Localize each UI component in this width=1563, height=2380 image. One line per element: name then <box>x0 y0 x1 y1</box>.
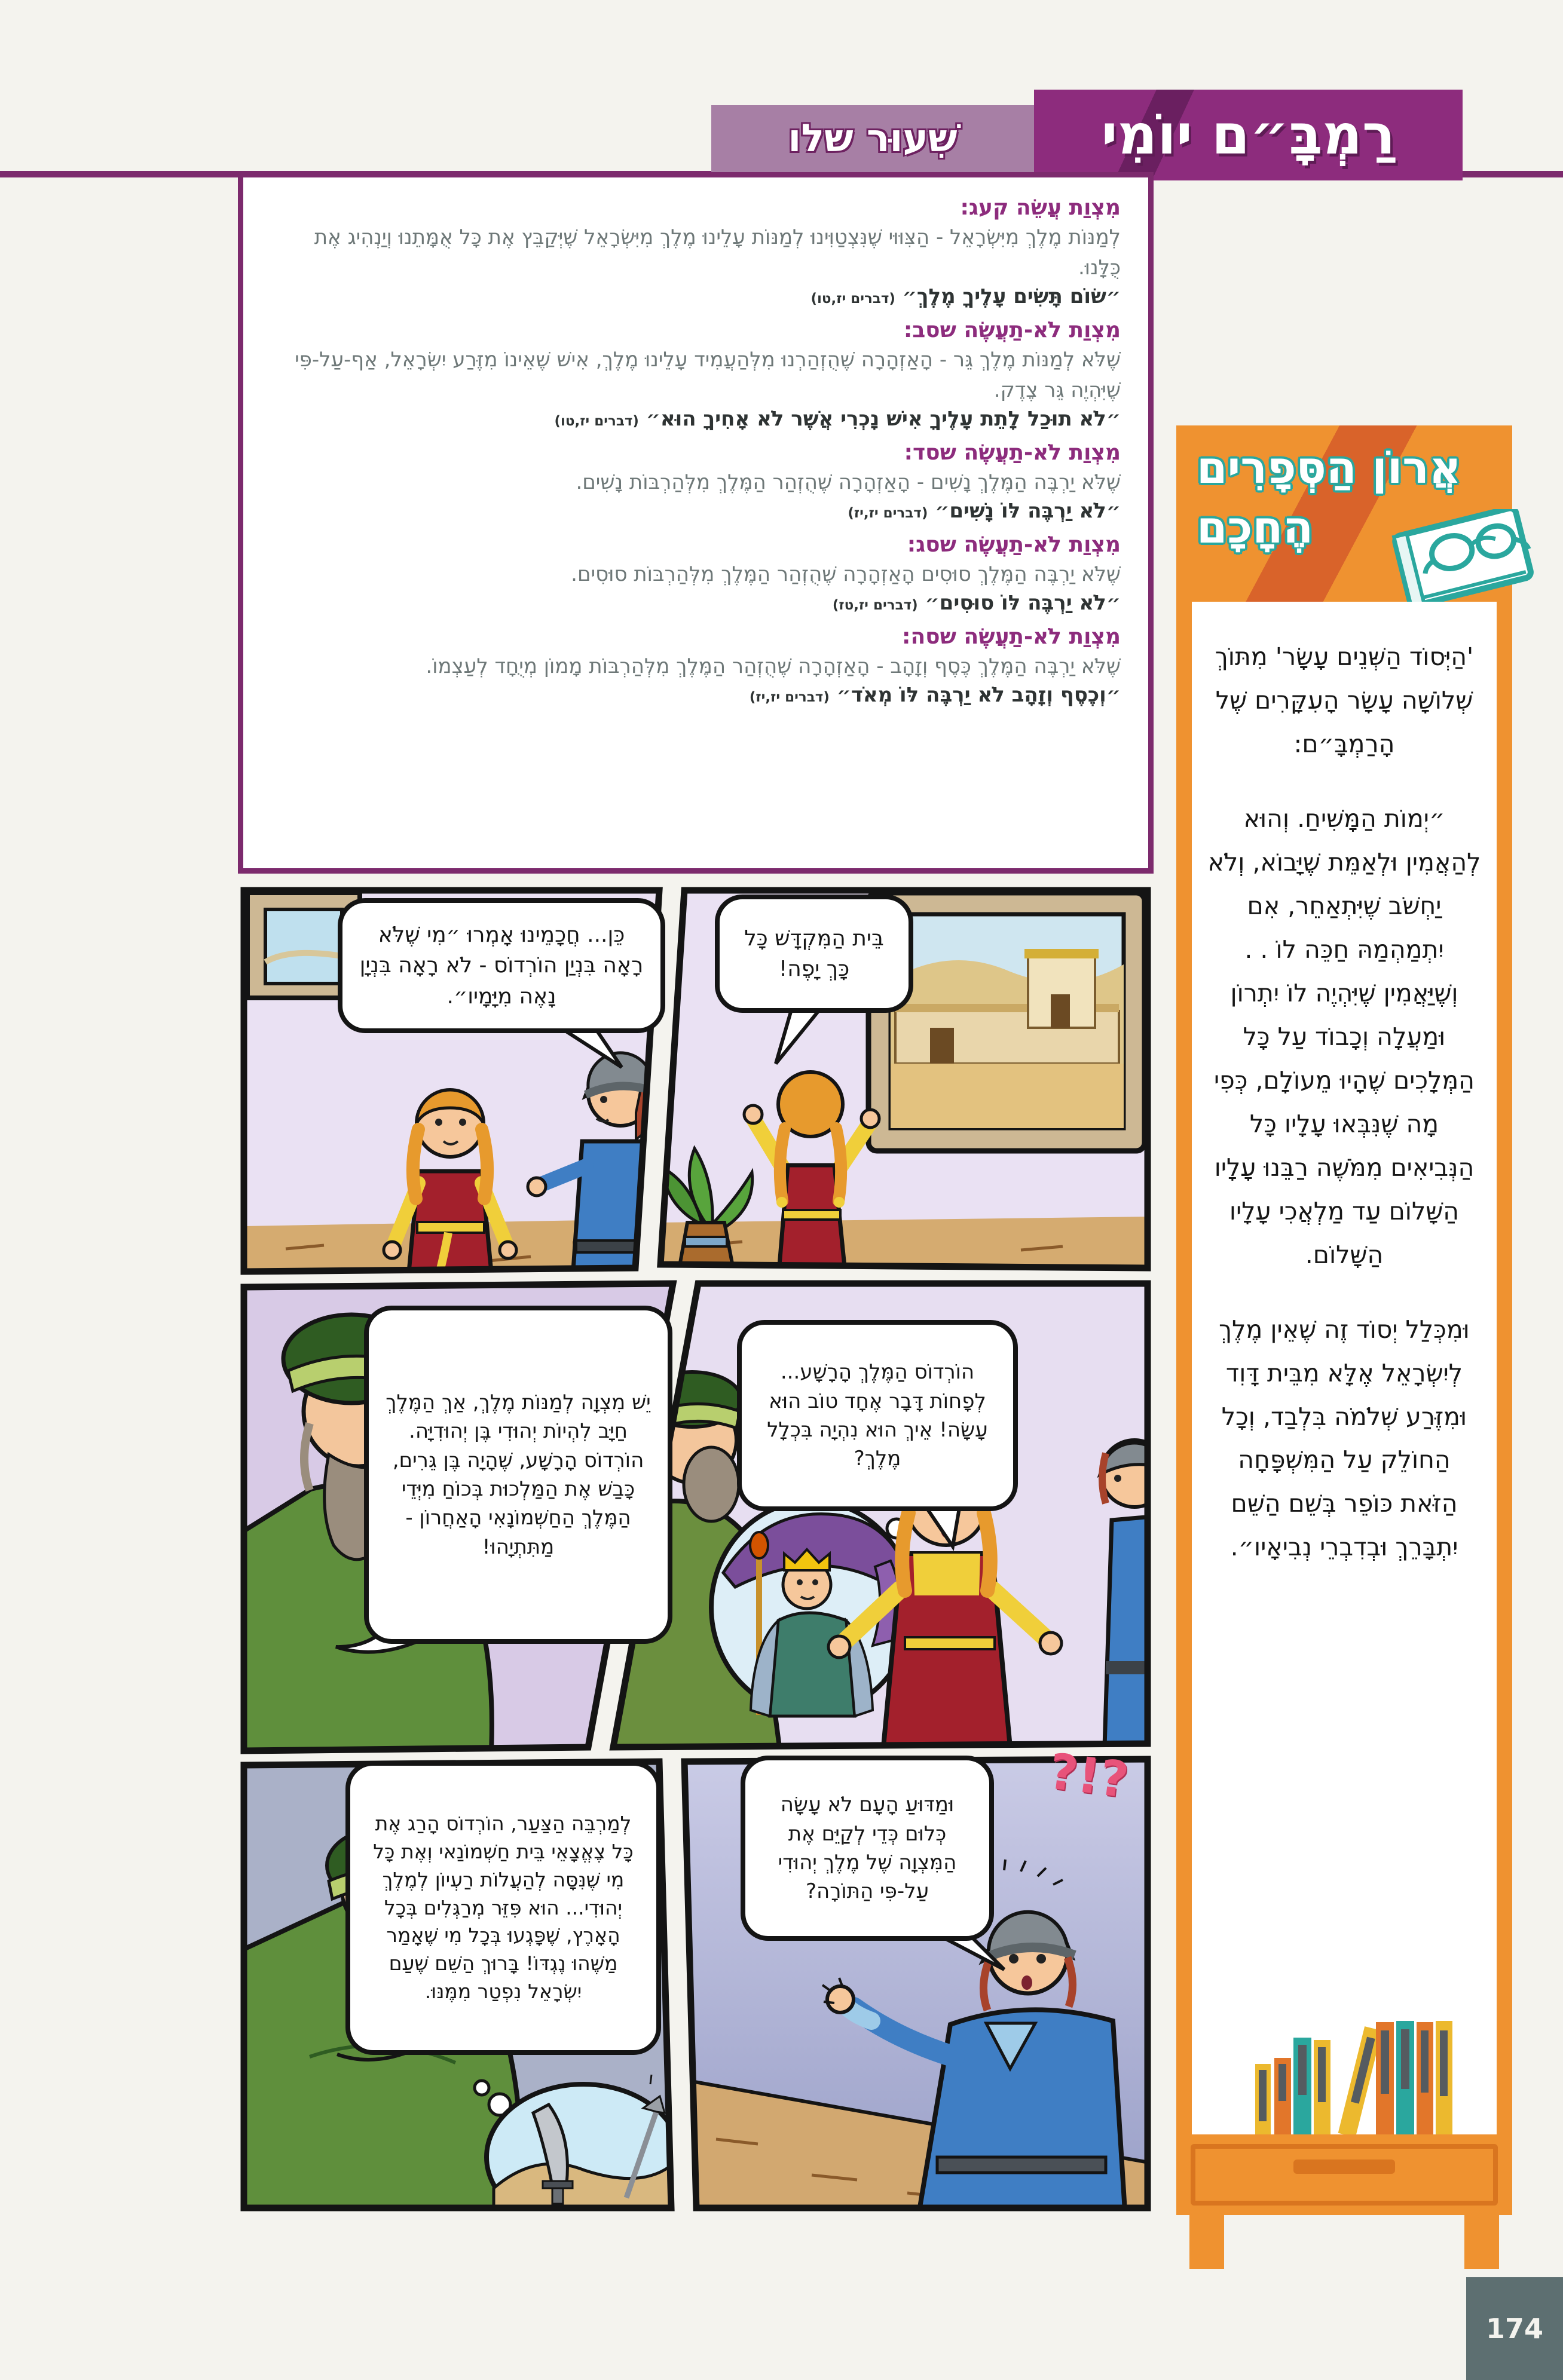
speech-bubble-boy-question: וּמַדּוּעַ הָעָם לֹא עָשָׂה כְּלוּם כְּדֵי לְקַיֵּם אֶת הַמִּצְוָה שֶׁל מֶלֶךְ יְהוּדִי עַל-פִּי הַתּוֹרָה? <box>741 1756 994 1941</box>
lesson-badge <box>711 105 1034 172</box>
bookcase-leg <box>1464 2215 1499 2269</box>
speech-bubble-boy-sages: כֵּן... חֲכָמֵינוּ אָמְרוּ ״מִי שֶׁלֹּא רָאָה בִּנְיַן הוֹרְדוֹס - לֹא רָאָה בִּנְיָן נָאֶה מִיָּמָיו״. <box>338 898 665 1033</box>
mitzvah-title: מִצְוַת לֹא-תַעֲשֶׂה שסב: <box>903 318 1121 342</box>
drawer-panel <box>1191 2144 1498 2206</box>
mitzvah-body: שֶׁלֹּא יַרְבֶּה הַמֶּלֶךְ כֶּסֶף וְזָהָב - הָאַזְהָרָה שֶׁהֻזְהַר הַמֶּלֶךְ מִלְּהַרְבּוֹת מָמוֹן מְיֻחָד לְעַצְמוֹ. <box>426 654 1121 678</box>
speech-bubble-girl-temple: בֵּית הַמִּקְדָּשׁ כָּל כָּךְ יָפֶה! <box>715 895 913 1013</box>
mitzvot-summary-box <box>238 172 1154 874</box>
bookcase-sidebar <box>1176 425 1512 2269</box>
mitzvah-verse <box>271 407 1121 431</box>
bookcase-content <box>1176 602 1512 2134</box>
verse-source: (דברים יז,יז) <box>749 690 830 705</box>
bookcase-leg <box>1189 2215 1224 2269</box>
mitzvah-section <box>271 532 1121 615</box>
page-number <box>1466 2277 1563 2380</box>
drawer-handle <box>1293 2160 1395 2174</box>
verse-source: (דברים יז,טו) <box>810 291 895 307</box>
mitzvah-verse <box>271 591 1121 615</box>
mitzvah-title: מִצְוַת לֹא-תַעֲשֶׂה שסד: <box>904 440 1121 465</box>
verse-source: (דברים יז,טו) <box>554 413 639 429</box>
lesson-label: שִׁעוּר שלו <box>788 117 958 161</box>
speech-bubble-girl-herod: הוֹרְדוֹס הַמֶּלֶךְ הָרָשָׁע... לְפָחוֹת דָּבָר אֶחָד טוֹב הוּא עָשָׂה! אֵיךְ הוּא נִהְיָה בִּכְלָל מֶלֶךְ? <box>737 1320 1018 1511</box>
bookshelf-books-icon <box>1249 2009 1476 2136</box>
mitzvah-title: מִצְוַת לֹא-תַעֲשֶׂה שסה: <box>902 624 1121 649</box>
question-exclamation-marks: ?!? <box>1045 1743 1132 1809</box>
verse-text: ״שׂוֹם תָּשִׂים עָלֶיךָ מֶלֶךְ״ <box>902 284 1121 308</box>
rambam-yomi-logo <box>1034 90 1463 180</box>
mitzvah-title: מִצְוַת עֲשֵׂה קעג: <box>960 195 1121 220</box>
bookcase-header <box>1176 425 1512 602</box>
verse-text: ״לֹא תוּכַל לָתֵת עָלֶיךָ אִישׁ נָכְרִי אֲשֶׁר לֹא אָחִיךָ הוּא״ <box>646 407 1121 431</box>
mitzvah-body: שֶׁלֹּא יַרְבֶּה הַמֶּלֶךְ סוּסִים הָאַזְהָרָה שֶׁהֻזְהַר הַמֶּלֶךְ מִלְּהַרְבּוֹת סוּסִים. <box>571 562 1121 586</box>
mitzvah-title: מִצְוַת לֹא-תַעֲשֶׂה שסג: <box>907 532 1121 557</box>
verse-source: (דברים יז,יז) <box>848 506 928 521</box>
mitzvah-section <box>271 195 1121 308</box>
sidebar-paragraph: 'הַיְּסוֹד הַשְּׁנֵים עָשָׂר' מִתּוֹךְ שְׁלוֹשָׁה עָשָׂר הָעִקָּרִים שֶׁל הָרַמְבָּ״ם: <box>1215 642 1474 758</box>
mitzvah-body: שֶׁלֹּא לְמַנּוֹת מֶלֶךְ גֵּר - הָאַזְהָרָה שֶׁהֻזְהַרְנוּ מִלְּהַעֲמִיד עָלֵינוּ מֶלֶךְ, אִישׁ שֶׁאֵינוֹ מִזֶּרַע יִשְׂרָאֵל, אַף-עַל-פִּי שֶׁיִּהְיֶה גֵּר צֶדֶק. <box>295 348 1121 402</box>
mitzvah-body: לְמַנּוֹת מֶלֶךְ מִיִּשְׂרָאֵל - הַצִּוּוּי שֶׁנִּצְטַוִּינוּ לְמַנּוֹת עָלֵינוּ מֶלֶךְ מִיִּשְׂרָאֵל שֶׁיְּקַבֵּץ אֶת כָּל אֻמָּתֵנוּ וְיַנְהִיג אֶת כֻּלָּנוּ. <box>314 225 1121 280</box>
sidebar-paragraph: ״יְמוֹת הַמָּשִׁיחַ. וְהוּא לְהַאֲמִין וּלְאַמֵּת שֶׁיָּבוֹא, וְלֹא יַחְשֹׁב שֶׁיִּתְאַחֵר, אִם יִתְמַהְמַהּ חַכֵּה לוֹ . . וְשֶׁיַּאֲמִין שֶׁיִּהְיֶה לוֹ יִתְרוֹן וּמַעֲלָה וְכָבוֹד עַל כָּל הַמְּלָכִים שֶׁהָיוּ מֵעוֹלָם, כְּפִי מָה שֶׁנִּבְּאוּ עָלָיו כָּל הַנְּבִיאִים מִמֹּשֶׁה רַבֵּנוּ עָלָיו הַשָּׁלוֹם עַד מַלְאֲכִי עָלָיו הַשָּׁלוֹם. <box>1207 804 1481 1269</box>
bookcase-title-line1: אֲרוֹן הַסְּפָרִים <box>1197 442 1461 494</box>
verse-text: ״לֹא יַרְבֶּה לּוֹ סוּסִים״ <box>925 591 1121 615</box>
mitzvah-section <box>271 440 1121 523</box>
mitzvah-section <box>271 624 1121 707</box>
mitzvah-body: שֶׁלֹּא יַרְבֶּה הַמֶּלֶךְ נָשִׁים - הָאַזְהָרָה שֶׁהֻזְהַר הַמֶּלֶךְ מִלְּהַרְבּוֹת נָשִׁים. <box>576 470 1121 494</box>
bookcase-title-line2: הֶחָכָם <box>1197 501 1314 553</box>
rambam-yomi-logo-text: רַמְבָּ״ם יוֹמִי <box>1101 103 1396 167</box>
mitzvah-verse <box>271 499 1121 523</box>
speech-bubble-oldman-herod-killed: לְמַרְבֵּה הַצַּעַר, הוֹרְדוֹס הָרַג אֶת כָּל צֶאֱצָאֵי בֵּית חַשְׁמוֹנַאי וְאֶת כָּל מִי שֶׁנִּסָּה לְהַעֲלוֹת רַעְיוֹן לְמֶלֶךְ יְהוּדִי... הוּא פִּזֵּר מְרַגְּלִים בְּכָל הָאָרֶץ, שֶׁפָּגְעוּ בְּכָל מִי שֶׁאָמַר מַשֶּׁהוּ נֶגְדּוֹ! בָּרוּךְ הַשֵּׁם שֶׁעַם יִשְׂרָאֵל נִפְטַר מִמֶּנּוּ. <box>345 1761 661 2055</box>
verse-text: ״וְכֶסֶף וְזָהָב לֹא יַרְבֶּה לּוֹ מְאֹד״ <box>836 683 1121 707</box>
sidebar-paragraph: וּמִכְּלַל יְסוֹד זֶה שֶׁאֵין מֶלֶךְ לְיִשְׂרָאֵל אֶלָּא מִבֵּית דָּוִד וּמִזֶּרַע שְׁלֹמֹה בִּלְבַד, וְכָל הַחוֹלֵק עַל הַמִּשְׁפָּחָה הַזֹּאת כּוֹפֵר בְּשֵׁם הַשֵּׁם יִתְבָּרֵךְ וּבְדִבְרֵי נְבִיאָיו״. <box>1219 1315 1470 1562</box>
bookcase-drawer <box>1176 2134 1512 2215</box>
mitzvah-section <box>271 318 1121 431</box>
verse-source: (דברים יז,טז) <box>832 598 918 613</box>
mitzvah-verse <box>271 284 1121 308</box>
page-number-value: 174 <box>1485 2312 1544 2345</box>
speech-bubble-oldman-mitzvah: יֵשׁ מִצְוָה לְמַנּוֹת מֶלֶךְ, אַךְ הַמֶּלֶךְ חַיָּב לִהְיוֹת יְהוּדִי בֶּן יְהוּדִיָּה. הוֹרְדוֹס הָרָשָׁע, שֶׁהָיָה בֶּן גֵּרִים, כָּבַשׁ אֶת הַמַּלְכוּת בְּכוֹחַ מִיְּדֵי הַמֶּלֶךְ הַחַשְׁמוֹנָאִי הָאַחֲרוֹן - מַתִּתְיָהוּ! <box>364 1306 672 1644</box>
verse-text: ״לֹא יַרְבֶּה לּוֹ נָשִׁים״ <box>935 499 1121 523</box>
mitzvah-verse <box>271 683 1121 707</box>
